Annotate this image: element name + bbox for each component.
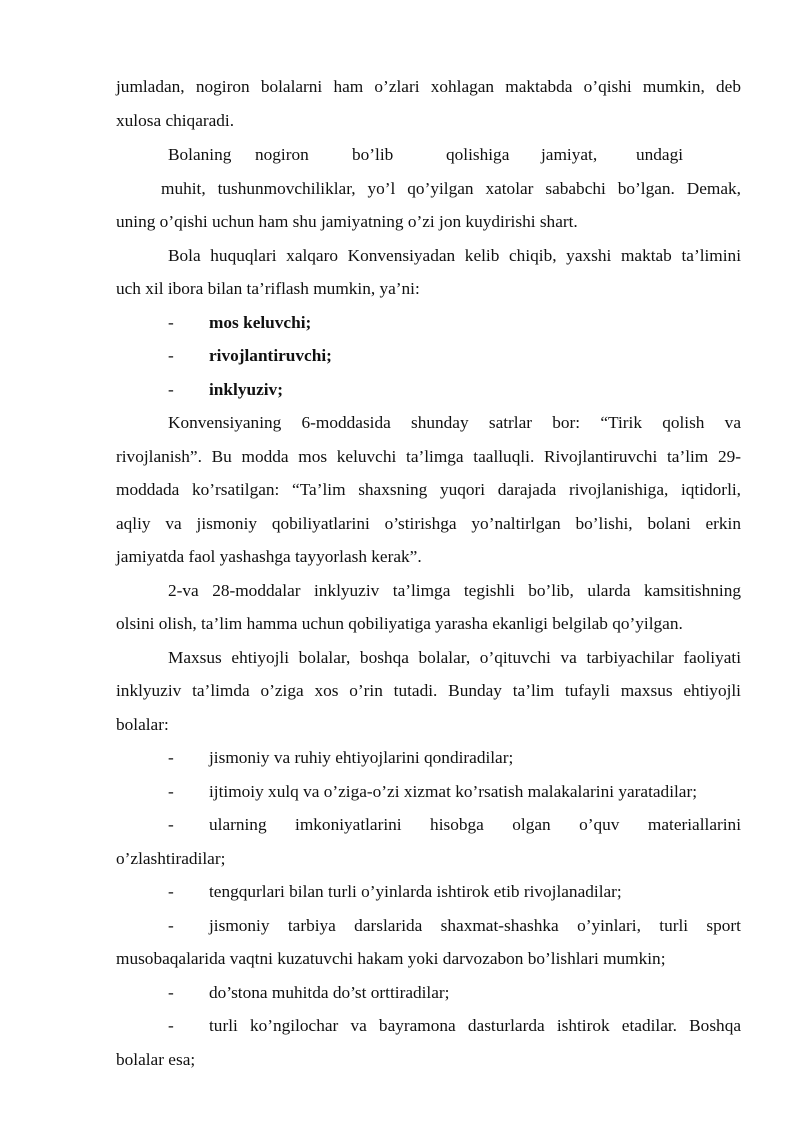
list-item-text: ularning imkoniyatlarini hisobga olgan o’quv materiallarini [209,815,741,834]
list-item-text: rivojlantiruvchi; [209,346,332,365]
list-dash: - [168,1016,174,1035]
paragraph-line: moddada ko’rsatilgan: “Ta’lim shaxsning yuqori darajada rivojlanishiga, iqtidorli, [116,480,741,499]
list-item-text: mos keluvchi; [209,313,312,332]
paragraph-line: aqliy va jismoniy qobiliyatlarini o’stirishga yo’naltirlgan bo’lishi, bolani erkin [116,514,741,533]
paragraph-word: nogiron [255,145,309,164]
paragraph-line: uch xil ibora bilan ta’riflash mumkin, ya’ni: [116,279,420,298]
paragraph-word: qolishiga [446,145,510,164]
paragraph-line: Bola huquqlari xalqaro Konvensiyadan kelib chiqib, yaxshi maktab ta’limini [168,246,741,265]
paragraph-line: Konvensiyaning 6-moddasida shunday satrlar bor: “Tirik qolish va [168,413,741,432]
paragraph-word: undagi [636,145,684,164]
paragraph-line: muhit, tushunmovchiliklar, yo’l qo’yilgan xatolar sababchi bo’lgan. Demak, [161,179,741,198]
list-item-continuation: musobaqalarida vaqtni kuzatuvchi hakam yoki darvozabon bo’lishlari mumkin; [116,949,666,968]
paragraph-line: rivojlanish”. Bu modda mos keluvchi ta’limga taalluqli. Rivojlantiruvchi ta’lim 29- [116,447,741,466]
paragraph-line: xulosa chiqaradi. [116,111,235,130]
paragraph-line: jumladan, nogiron bolalarni ham o’zlari xohlagan maktabda o’qishi mumkin, deb [116,77,741,96]
paragraph-word: bo’lib [352,145,394,164]
list-item-text: ijtimoiy xulq va o’ziga-o’zi xizmat ko’rsatish malakalarini yaratadilar; [209,782,698,801]
paragraph-line: olsini olish, ta’lim hamma uchun qobiliyatiga yarasha ekanligi belgilab qo’yilgan. [116,614,683,633]
paragraph-line: jamiyatda faol yashashga tayyorlash kerak”. [116,547,422,566]
list-item-text: inklyuziv; [209,380,283,399]
list-dash: - [168,380,174,399]
list-dash: - [168,313,174,332]
paragraph-word: jamiyat, [541,145,598,164]
list-dash: - [168,983,174,1002]
list-item-text: turli ko’ngilochar va bayramona dasturlarda ishtirok etadilar. Boshqa [209,1016,741,1035]
list-item-continuation: o’zlashtiradilar; [116,849,226,868]
paragraph-line: 2-va 28-moddalar inklyuziv ta’limga tegishli bo’lib, ularda kamsitishning [168,581,741,600]
list-dash: - [168,815,174,834]
list-item-text: do’stona muhitda do’st orttiradilar; [209,983,450,1002]
paragraph-line: bolalar: [116,715,169,734]
list-dash: - [168,916,174,935]
paragraph-line: inklyuziv ta’limda o’ziga xos o’rin tutadi. Bunday ta’lim tufayli maxsus ehtiyojli [116,681,741,700]
list-item-text: tengqurlari bilan turli o’yinlarda ishtirok etib rivojlanadilar; [209,882,622,901]
list-item-text: jismoniy tarbiya darslarida shaxmat-shashka o’yinlari, turli sport [209,916,741,935]
list-dash: - [168,346,174,365]
paragraph-line: uning o’qishi uchun ham shu jamiyatning o’zi jon kuydirishi shart. [116,212,578,231]
list-dash: - [168,882,174,901]
list-item-text: jismoniy va ruhiy ehtiyojlarini qondiradilar; [209,748,514,767]
paragraph-line: Maxsus ehtiyojli bolalar, boshqa bolalar, o’qituvchi va tarbiyachilar faoliyati [168,648,741,667]
paragraph-word: Bolaning [168,145,232,164]
list-dash: - [168,782,174,801]
list-dash: - [168,748,174,767]
list-item-continuation: bolalar esa; [116,1050,196,1069]
